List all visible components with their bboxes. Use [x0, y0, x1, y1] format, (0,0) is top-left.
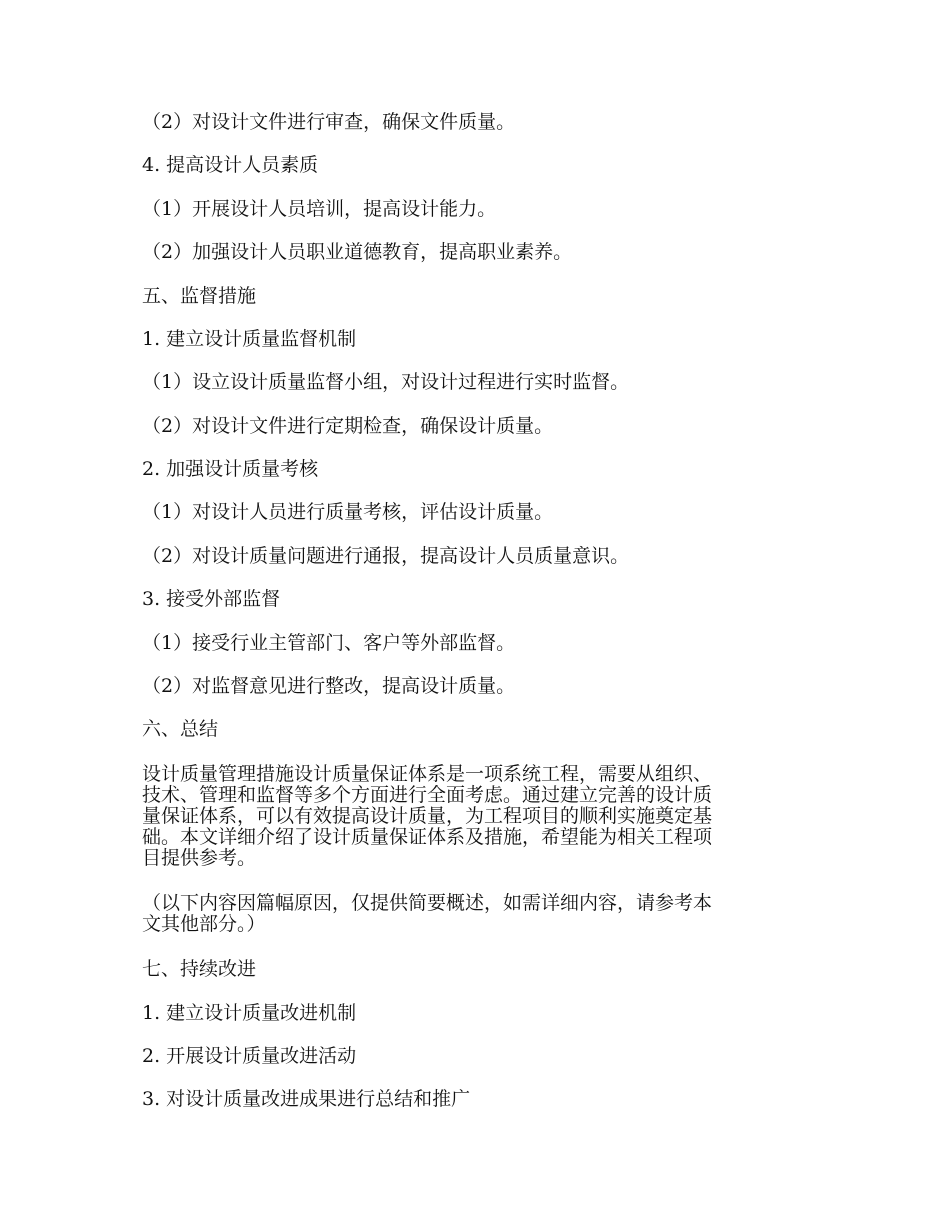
- section-heading: 4. 提高设计人员素质: [142, 154, 319, 176]
- paragraph-line: 设计质量管理措施设计质量保证体系是一项系统工程，需要从组织、: [142, 763, 713, 785]
- text-line: （2）对监督意见进行整改，提高设计质量。: [142, 675, 516, 697]
- text-line: （2）对设计文件进行审查，确保文件质量。: [142, 111, 516, 133]
- text-line: （1）设立设计质量监督小组，对设计过程进行实时监督。: [142, 371, 630, 393]
- section-heading: 2. 加强设计质量考核: [142, 458, 319, 480]
- paragraph-line: 技术、管理和监督等多个方面进行全面考虑。通过建立完善的设计质: [142, 784, 713, 806]
- paragraph-line: （以下内容因篇幅原因，仅提供简要概述，如需详细内容，请参考本: [142, 892, 713, 914]
- section-heading: 3. 对设计质量改进成果进行总结和推广: [142, 1088, 471, 1110]
- summary-paragraph: [142, 764, 802, 869]
- paragraph-line: 文其他部分。）: [142, 913, 266, 935]
- chapter-heading: 五、监督措施: [142, 285, 257, 307]
- text-line: （2）对设计文件进行定期检查，确保设计质量。: [142, 415, 554, 437]
- text-line: （2）对设计质量问题进行通报，提高设计人员质量意识。: [142, 545, 630, 567]
- paragraph-line: 目提供参考。: [142, 847, 257, 869]
- chapter-heading: 七、持续改进: [142, 958, 257, 980]
- chapter-heading: 六、总结: [142, 718, 219, 740]
- note-paragraph: [142, 893, 802, 935]
- paragraph-line: 量保证体系，可以有效提高设计质量，为工程项目的顺利实施奠定基: [142, 805, 713, 827]
- paragraph-line: 础。本文详细介绍了设计质量保证体系及措施，希望能为相关工程项: [142, 826, 713, 848]
- text-line: （2）加强设计人员职业道德教育，提高职业素养。: [142, 241, 573, 263]
- section-heading: 3. 接受外部监督: [142, 588, 281, 610]
- text-line: （1）接受行业主管部门、客户等外部监督。: [142, 632, 516, 654]
- section-heading: 2. 开展设计质量改进活动: [142, 1045, 357, 1067]
- section-heading: 1. 建立设计质量监督机制: [142, 328, 357, 350]
- text-line: （1）对设计人员进行质量考核，评估设计质量。: [142, 501, 554, 523]
- section-heading: 1. 建立设计质量改进机制: [142, 1002, 357, 1024]
- text-line: （1）开展设计人员培训，提高设计能力。: [142, 198, 497, 220]
